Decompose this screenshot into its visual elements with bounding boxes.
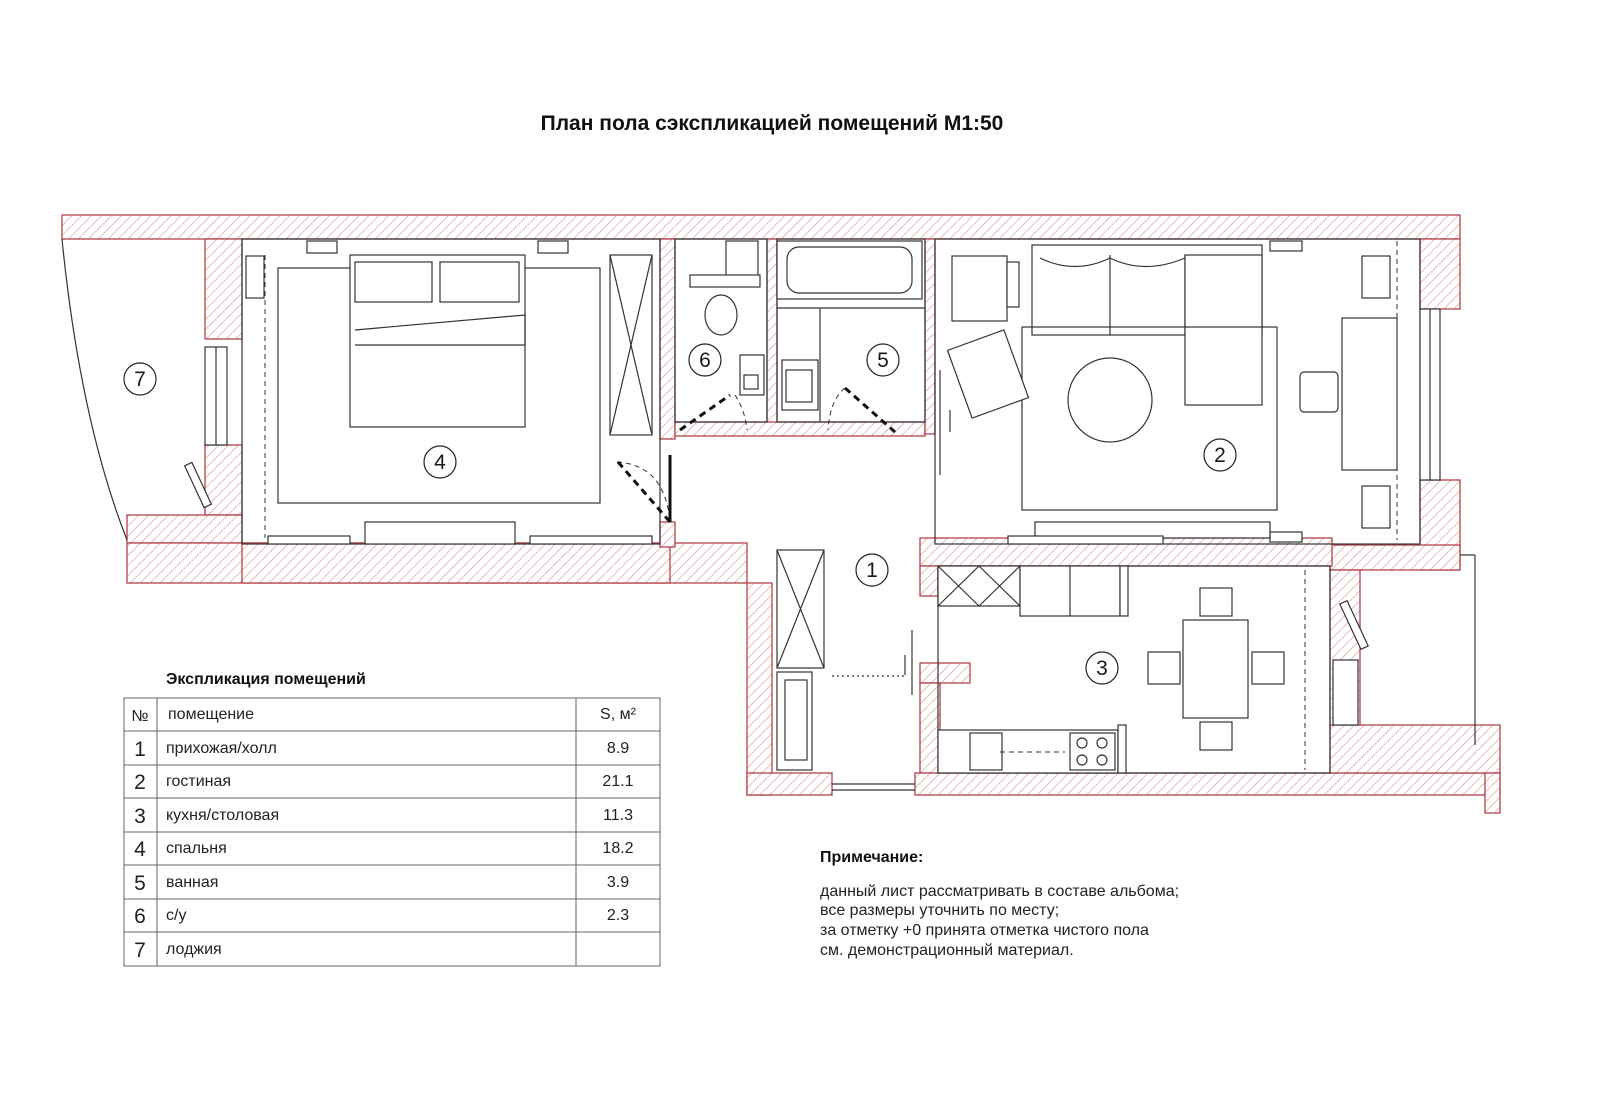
row-area: 11.3: [603, 807, 633, 824]
row-area: 2.3: [606, 907, 630, 924]
row-area: 8.9: [606, 740, 630, 757]
row-area: 3.9: [606, 874, 630, 891]
row-number: 7: [134, 939, 146, 962]
hall: [777, 550, 915, 790]
room-number-5: 5: [877, 349, 889, 372]
bathroom: [777, 239, 925, 432]
row-area: 21.1: [602, 773, 634, 790]
note-line: см. демонстрационный материал.: [820, 942, 1074, 959]
bedroom: [242, 239, 670, 544]
header-area: S, м²: [600, 706, 636, 723]
row-area: 18.2: [602, 840, 634, 857]
row-number: 3: [134, 805, 146, 828]
room-number-6: 6: [699, 349, 711, 372]
room-number-3: 3: [1096, 657, 1108, 680]
row-room-name: гостиная: [166, 773, 232, 790]
row-number: 1: [134, 738, 146, 761]
row-room-name: кухня/столовая: [166, 807, 280, 824]
row-room-name: с/у: [166, 907, 187, 924]
header-number: №: [131, 708, 149, 725]
row-room-name: прихожая/холл: [166, 740, 277, 757]
room-number-1: 1: [866, 559, 878, 582]
row-room-name: ванная: [166, 874, 219, 891]
row-number: 2: [134, 771, 146, 794]
row-room-name: лоджия: [166, 941, 222, 958]
header-room: помещение: [168, 706, 255, 723]
page-title: План пола сэкспликацией помещений М1:50: [540, 112, 1004, 135]
note-line: данный лист рассматривать в составе альбома;: [820, 883, 1180, 900]
note: [820, 849, 1179, 959]
room-number-7: 7: [134, 368, 146, 391]
note-line: за отметку +0 принята отметка чистого пола: [820, 922, 1149, 939]
toilet: [675, 239, 767, 430]
row-room-name: спальня: [166, 840, 227, 857]
note-line: все размеры уточнить по месту;: [820, 902, 1060, 919]
explication-table: [124, 671, 660, 966]
living-room: [935, 239, 1440, 544]
row-number: 4: [134, 838, 146, 861]
note-title: Примечание:: [820, 849, 924, 866]
room-number-4: 4: [434, 451, 446, 474]
room-number-2: 2: [1214, 444, 1226, 467]
row-number: 5: [134, 872, 146, 895]
row-number: 6: [134, 905, 146, 928]
explication-title: Экспликация помещений: [166, 671, 366, 688]
